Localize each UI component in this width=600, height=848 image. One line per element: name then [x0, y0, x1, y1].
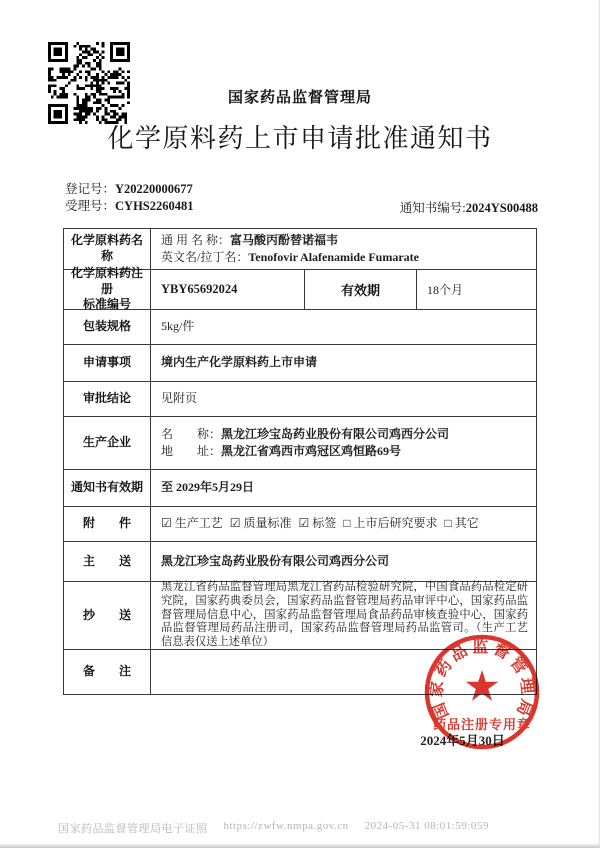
- acceptance-number-line: 受理号：CYHS2260481: [65, 199, 194, 213]
- row-value: [151, 229, 536, 269]
- manufacturer-name-line: 名 称：黑龙江珍宝岛药业股份有限公司鸡西分公司: [161, 426, 450, 441]
- row-value: [151, 417, 536, 469]
- row-label: 备 注: [64, 650, 151, 694]
- row-label: 附 件: [64, 507, 151, 541]
- table-row-drug-name: [64, 229, 536, 269]
- notice-number-line: 通知书编号:2024YS00488: [399, 201, 538, 215]
- notice-validity-value: 至 2029年5月29日: [161, 480, 255, 495]
- row-label: 通知书有效期: [64, 470, 151, 506]
- row-label: 化学原料药名称: [64, 229, 151, 269]
- table-row-approval-conclusion: [64, 381, 536, 416]
- generic-name-line: 通 用 名 称：富马酸丙酚替诺福韦: [161, 232, 339, 247]
- seal-star-icon: [466, 670, 498, 701]
- acceptance-number: CYHS2260481: [115, 199, 194, 213]
- main-recipient-value: 黑龙江珍宝岛药业股份有限公司鸡西分公司: [161, 553, 390, 568]
- english-name: Tenofovir Alafenamide Fumarate: [248, 250, 419, 264]
- footer-url: https://zwfw.nmpa.gov.cn: [223, 820, 349, 832]
- registration-number-line: 登记号：Y20220000677: [65, 182, 193, 196]
- footer-source: 国家药品监督管理局电子证照: [58, 823, 208, 835]
- table-row-notice-validity: [64, 469, 536, 506]
- notice-number: 2024YS00488: [465, 201, 538, 215]
- registration-number: Y20220000677: [115, 182, 193, 196]
- row-label: 生产企业: [64, 417, 151, 469]
- row-label: 申请事项: [64, 345, 151, 381]
- table-row-manufacturer: [64, 416, 536, 469]
- seal-caption: 药品注册专用章: [432, 717, 532, 732]
- attachment-unchecked: □ 其它: [444, 516, 479, 531]
- footer: [58, 820, 558, 836]
- row-label: 审批结论: [64, 382, 151, 416]
- validity-label: 有效期: [304, 270, 416, 309]
- row-label: 化学原料药注册 标准编号: [64, 270, 151, 309]
- attachment-checked: ☑ 质量标准: [229, 516, 292, 531]
- meta-numbers: [65, 181, 194, 215]
- table-row-attachments: [64, 506, 536, 541]
- row-label: 抄 送: [64, 582, 151, 649]
- stamp-date: 2024年5月30日: [420, 733, 505, 748]
- table-row-standard-no: [64, 266, 536, 312]
- standard-number: YBY65692024: [161, 282, 238, 296]
- qr-code: [48, 42, 130, 124]
- official-seal-icon: [407, 617, 557, 767]
- cc-value: 黑龙江省药品监督管理局黑龙江省药品检验研究院，中国食品药品检定研究院，国家药典委员会，国家药品监督管理局药品审评中心，国家药品监督管理局信息中心，国家药品监督管理局食品药品审核查验中心，国家药品监督管理局药品注册司，国家药品监督管理局药品监管司。（生产工艺信息表仅送上述单位）: [161, 581, 528, 649]
- table-row-package-spec: [64, 309, 536, 344]
- manufacturer-address: 黑龙江省鸡西市鸡冠区鸡恒路69号: [221, 444, 402, 458]
- manufacturer-address-line: 地 址：黑龙江省鸡西市鸡冠区鸡恒路69号: [161, 444, 402, 458]
- attachment-checked: ☑ 生产工艺: [161, 516, 223, 531]
- table-row-main-recipient: [64, 541, 536, 581]
- footer-timestamp: 2024-05-31 08:01:59:059: [364, 820, 489, 832]
- manufacturer-name: 黑龙江珍宝岛药业股份有限公司鸡西分公司: [221, 426, 450, 441]
- english-name-line: 英文名/拉丁名：Tenofovir Alafenamide Fumarate: [161, 250, 419, 264]
- row-label: 包装规格: [64, 310, 151, 344]
- agency-name: 国家药品监督管理局: [227, 89, 372, 106]
- application-item-value: 境内生产化学原料药上市申请: [161, 355, 318, 370]
- scan-edge-bottom: [0, 843, 600, 848]
- attachments-list: [161, 515, 528, 532]
- attachment-unchecked: □ 上市后研究要求: [343, 516, 438, 531]
- generic-name: 富马酸丙酚替诺福韦: [230, 232, 339, 247]
- attachment-checked: ☑ 标签: [298, 516, 337, 531]
- table-row-application-item: [64, 344, 536, 381]
- document-title: 化学原料药上市申请批准通知书: [107, 124, 493, 153]
- validity-value: 18个月: [416, 270, 536, 309]
- seal-arc-text: 国家药品监督管理局: [428, 639, 536, 722]
- package-spec-value: 5kg/件: [161, 319, 195, 334]
- row-label: 主 送: [64, 542, 151, 581]
- approval-conclusion-value: 见附页: [161, 391, 198, 406]
